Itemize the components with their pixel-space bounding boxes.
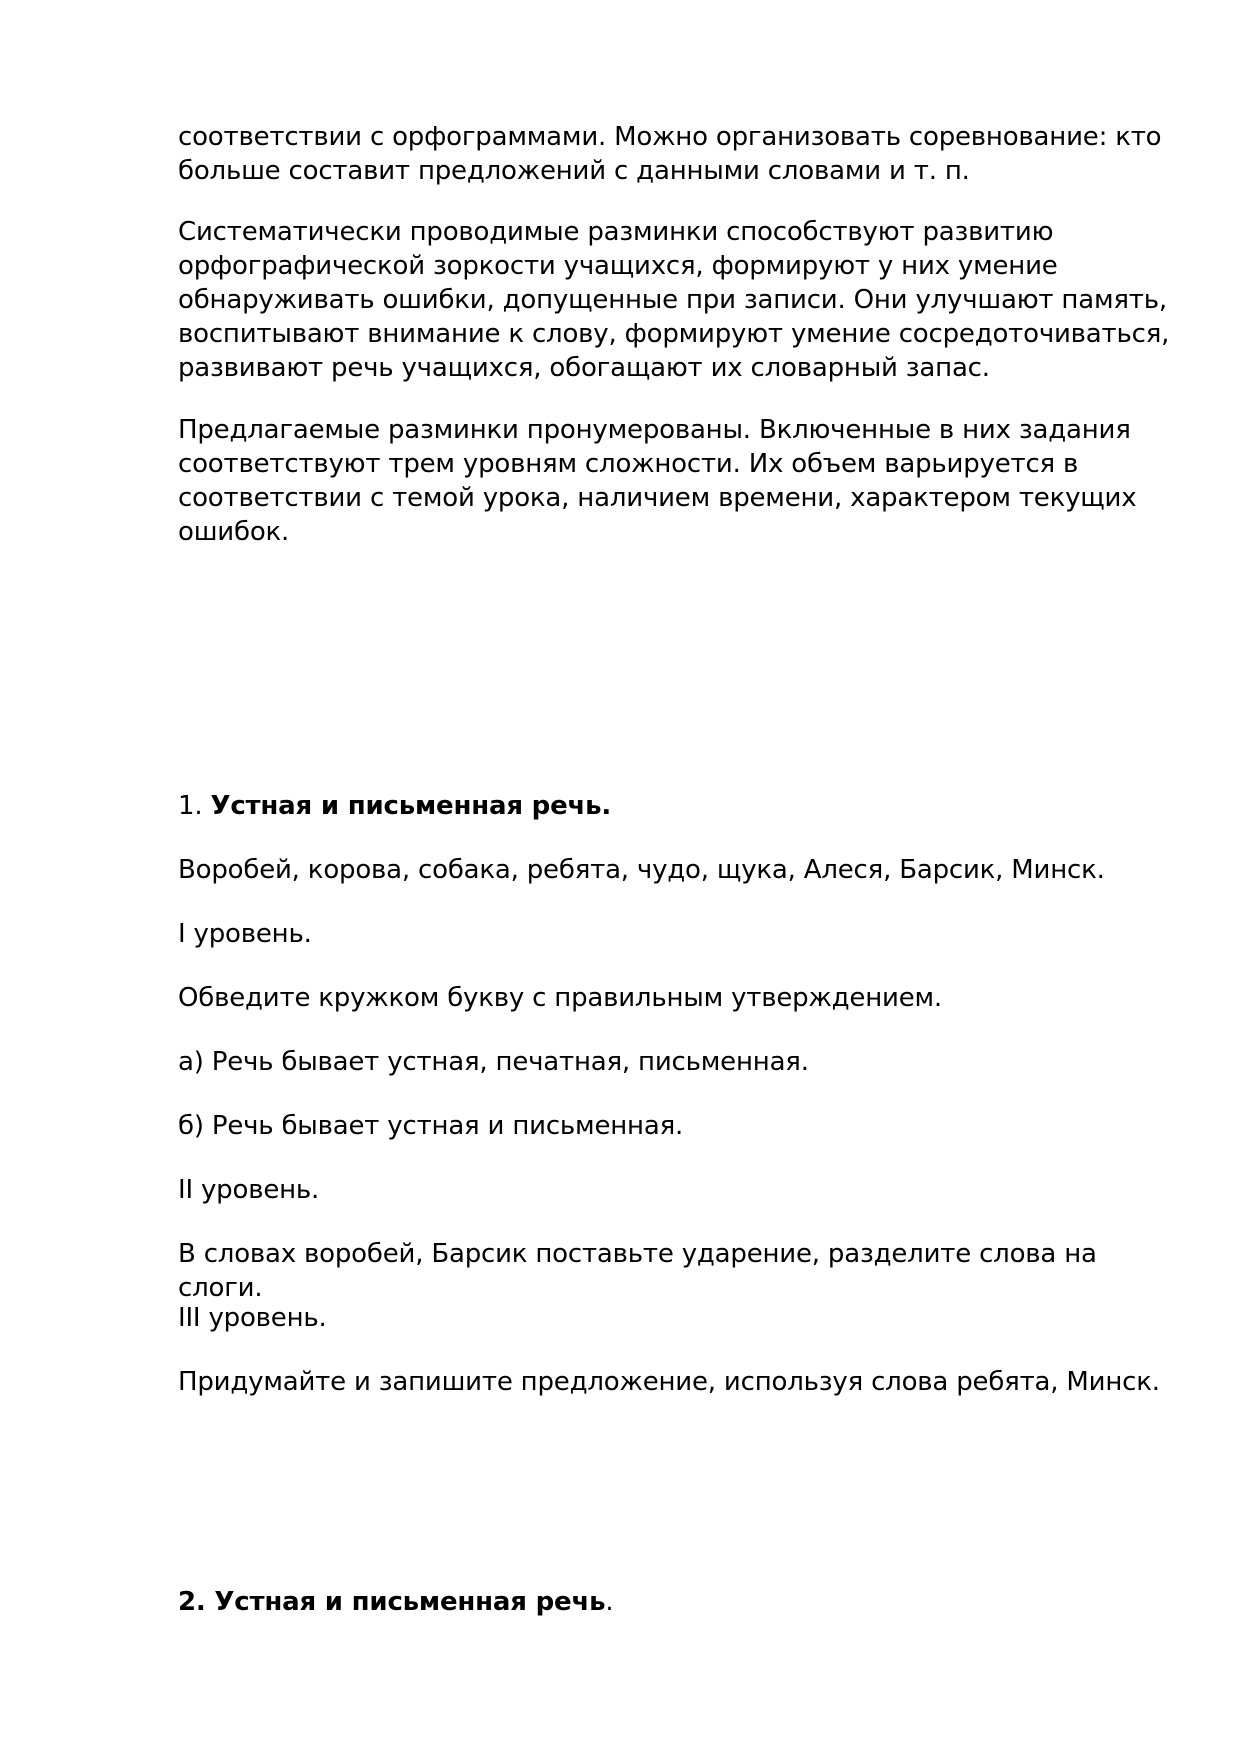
section-1-heading xyxy=(178,789,1178,823)
option-a: а) Речь бывает устная, печатная, письменная. xyxy=(178,1047,809,1077)
text-line: орфографической зоркости учащихся, формируют у них умение xyxy=(178,251,1058,281)
text-line: соответствуют трем уровням сложности. Их объем варьируется в xyxy=(178,449,1079,479)
section-2-title: 2. Устная и письменная речь xyxy=(178,1587,606,1617)
text-line: больше составит предложений с данными словами и т. п. xyxy=(178,156,970,186)
text-line: Предлагаемые разминки пронумерованы. Включенные в них задания xyxy=(178,415,1131,445)
section-2-title-end: . xyxy=(605,1587,614,1617)
section-1-title: Устная и письменная речь. xyxy=(210,791,612,821)
section-1-number: 1. xyxy=(178,791,211,821)
level-2-task: В словах воробей, Барсик поставьте ударение, разделите слова на слоги. xyxy=(178,1239,1097,1303)
level-1-task: Обведите кружком букву с правильным утверждением. xyxy=(178,983,942,1013)
intro-paragraph-3 xyxy=(178,413,1178,549)
option-b: б) Речь бывает устная и письменная. xyxy=(178,1111,684,1141)
intro-paragraph-2 xyxy=(178,215,1178,385)
text-line: обнаруживать ошибки, допущенные при записи. Они улучшают память, xyxy=(178,285,1167,315)
section-2-heading xyxy=(178,1585,1178,1619)
text-line: ошибок. xyxy=(178,517,290,547)
section-1-words: Воробей, корова, собака, ребята, чудо, щука, Алеся, Барсик, Минск. xyxy=(178,855,1105,885)
text-line: воспитывают внимание к слову, формируют умение сосредоточиваться, xyxy=(178,319,1170,349)
text-line: соответствии с орфограммами. Можно организовать соревнование: кто xyxy=(178,122,1162,152)
text-line: соответствии с темой урока, наличием времени, характером текущих xyxy=(178,483,1137,513)
text-line: Систематически проводимые разминки способствуют развитию xyxy=(178,217,1054,247)
intro-paragraph-1 xyxy=(178,120,1178,188)
level-1-label: I уровень. xyxy=(178,919,312,949)
level-3-task: Придумайте и запишите предложение, используя слова ребята, Минск. xyxy=(178,1367,1160,1397)
level-2-label: II уровень. xyxy=(178,1175,320,1205)
level-3-label: III уровень. xyxy=(178,1303,327,1333)
text-line: развивают речь учащихся, обогащают их словарный запас. xyxy=(178,353,990,383)
